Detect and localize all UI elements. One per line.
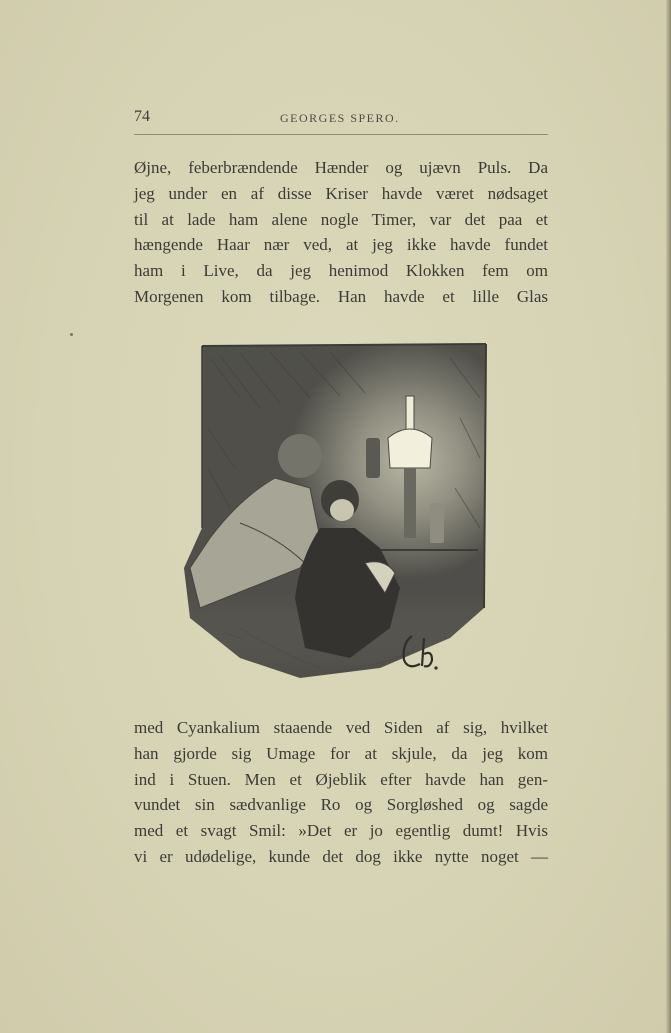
text-line: ham i Live, da jeg henimod Klokken fem om	[134, 261, 548, 281]
page-edge-shadow	[666, 0, 671, 1033]
paragraph-bottom	[134, 715, 548, 870]
text-line: ind i Stuen. Men et Øjeblik efter havde han gen-	[134, 769, 548, 789]
sketch-two-figures-by-lamp-icon	[180, 338, 490, 690]
page-number: 74	[134, 108, 150, 125]
running-head: GEORGES SPERO.	[280, 111, 400, 125]
page-header	[134, 108, 548, 130]
text-line: med et svagt Smil: »Det er jo egentlig dumt! Hvis	[134, 821, 548, 841]
paragraph-top	[134, 155, 548, 310]
text-line: til at lade ham alene nogle Timer, var det paa et	[134, 209, 548, 229]
text-line: med Cyankalium staaende ved Siden af sig, hvilket	[134, 718, 548, 737]
text-line: vundet sin sædvanlige Ro og Sorgløshed og sagde	[134, 795, 548, 815]
text-line: jeg under en af disse Kriser havde været nødsaget	[134, 183, 548, 203]
stray-ink-mark	[70, 333, 73, 336]
text-line: vi er udødelige, kunde det dog ikke nytte noget —	[134, 846, 548, 866]
text-line: han gjorde sig Umage for at skjule, da jeg kom	[134, 743, 548, 763]
text-line: Øjne, feberbrændende Hænder og ujævn Puls. Da	[134, 158, 548, 177]
illustration	[180, 338, 490, 690]
header-rule	[134, 134, 548, 135]
text-line: Morgenen kom tilbage. Han havde et lille Glas	[134, 286, 548, 306]
text-line: hængende Haar nær ved, at jeg ikke havde fundet	[134, 235, 548, 255]
